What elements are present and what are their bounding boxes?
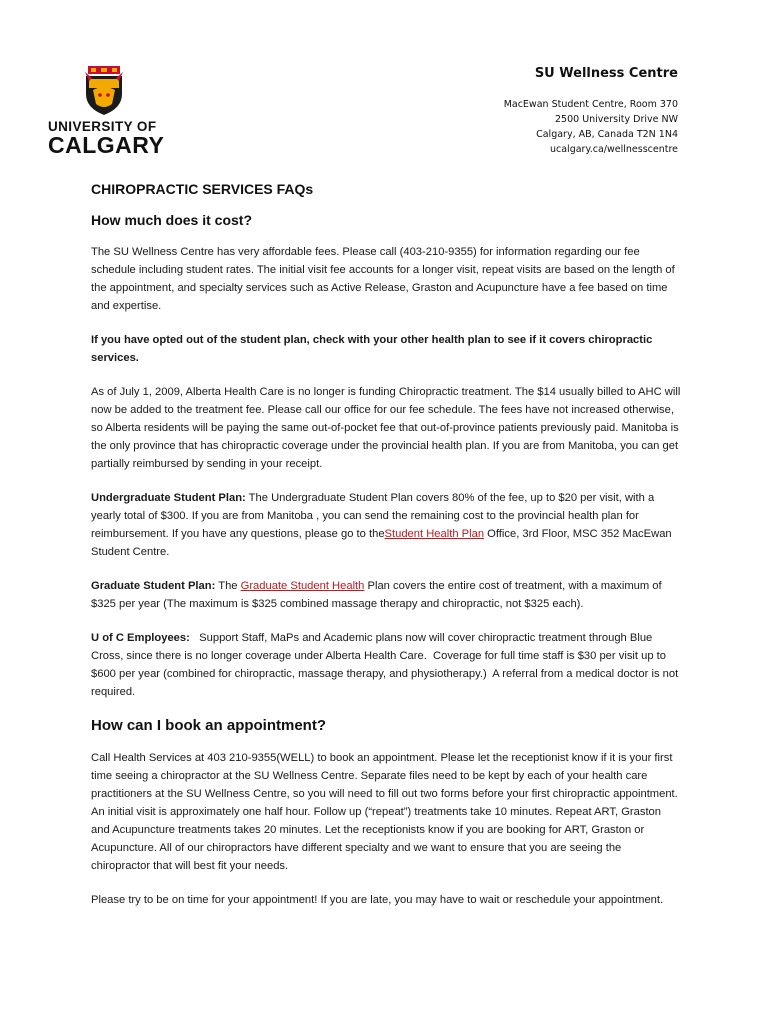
- undergrad-plan-text-end: Office, 3rd Floor, MSC 352 MacEwan Student Centre.: [91, 528, 672, 558]
- employees-paragraph: [91, 629, 681, 701]
- late-paragraph: Please try to be on time for your appointment! If you are late, you may have to wait or reschedule your appointment.: [91, 894, 664, 906]
- employees-text: Support Staff, MaPs and Academic plans now will cover chiropractic treatment through Blue Cross, since there is no longer coverage under Alberta Health Care. Coverage for full time staff is $30 per visit up to $600 per year (combined for chiropractic, massage therapy, and physiotherapy.) A referral from a medical doctor is not required.: [91, 632, 682, 698]
- grad-plan-label: Graduate Student Plan:: [91, 580, 216, 592]
- student-health-plan-link[interactable]: Student Health Plan: [384, 528, 485, 540]
- contact-address-block: [504, 66, 678, 157]
- website-link[interactable]: ucalgary.ca/wellnesscentre: [549, 144, 678, 155]
- graduate-student-health-link[interactable]: Graduate Student Health: [240, 580, 365, 592]
- grad-plan-text-end: Plan covers the entire cost of treatment, with a maximum of $325 per year (The maximum is $325 combined massage therapy and chiropractic, not $325 each).: [91, 580, 662, 610]
- book-heading: How can I book an appointment?: [91, 717, 327, 734]
- book-paragraph: Call Health Services at 403 210-9355(WELL) to book an appointment. Please let the receptionist know if it is your first time seeing a chiropractor at the SU Wellness Centre. Separate files need to be kept by each of your health care practitioners at the SU Wellness Centre, so you will need to fill out two forms before your first chiropractic appointment. An initial visit is approximately one half hour. Follow up (“repeat”) treatments take 10 minutes. Repeat ART, Graston and Acupuncture treatments takes 20 minutes. Let the receptionists know if you are booking for ART, Graston or Acupuncture. All of our chiropractors have different specialty and we want to ensure that you are seeing the chiropractor that will best fit your needs.: [91, 752, 678, 872]
- university-wordmark-top: UNIVERSITY OF: [48, 119, 157, 134]
- opted-out-paragraph: If you have opted out of the student plan, check with your other health plan to see if it covers chiropractic services.: [91, 334, 653, 364]
- document-body: [91, 181, 681, 925]
- address-room: MacEwan Student Centre, Room 370: [503, 99, 678, 110]
- address-street: 2500 University Drive NW: [555, 114, 678, 125]
- address-city: Calgary, AB, Canada T2N 1N4: [536, 129, 678, 140]
- cost-heading: How much does it cost?: [91, 212, 253, 228]
- cost-paragraph: The SU Wellness Centre has very affordable fees. Please call (403-210-9355) for information regarding our fee schedule including student rates. The initial visit fee accounts for a longer visit, repeat visits are based on the length of the appointment, and specialty services such as Active Release, Graston and Acupuncture have a fee based on time and expertise.: [91, 246, 675, 312]
- grad-plan-text: The: [215, 580, 241, 592]
- grad-plan-paragraph: [91, 577, 681, 613]
- undergrad-plan-text: The Undergraduate Student Plan covers 80% of the fee, up to $20 per visit, with a yearly total of $300. If you are from Manitoba , you can send the remaining cost to the provincial health plan for reimbursement. If you have any questions, please go to the: [91, 492, 655, 540]
- document-title: CHIROPRACTIC SERVICES FAQs: [91, 181, 314, 197]
- employees-label: U of C Employees:: [91, 632, 190, 644]
- undergrad-plan-label: Undergraduate Student Plan:: [91, 492, 246, 504]
- university-logo: [48, 64, 165, 158]
- ahc-paragraph: As of July 1, 2009, Alberta Health Care is no longer is funding Chiropractic treatment. The $14 usually billed to AHC will now be added to the treatment fee. Please call our office for our fee schedule. The fees have not increased otherwise, so Alberta residents will be paying the same out-of-pocket fee that out-of-province patients previously paid. Manitoba is the only province that has chiropractic coverage under the provincial health plan. If you are from Manitoba, you can get partially reimbursed by sending in your receipt.: [91, 386, 681, 470]
- university-crest-icon: [82, 64, 126, 116]
- undergrad-plan-paragraph: [91, 489, 681, 561]
- centre-name: SU Wellness Centre: [534, 66, 678, 81]
- university-wordmark-bottom: CALGARY: [48, 132, 165, 158]
